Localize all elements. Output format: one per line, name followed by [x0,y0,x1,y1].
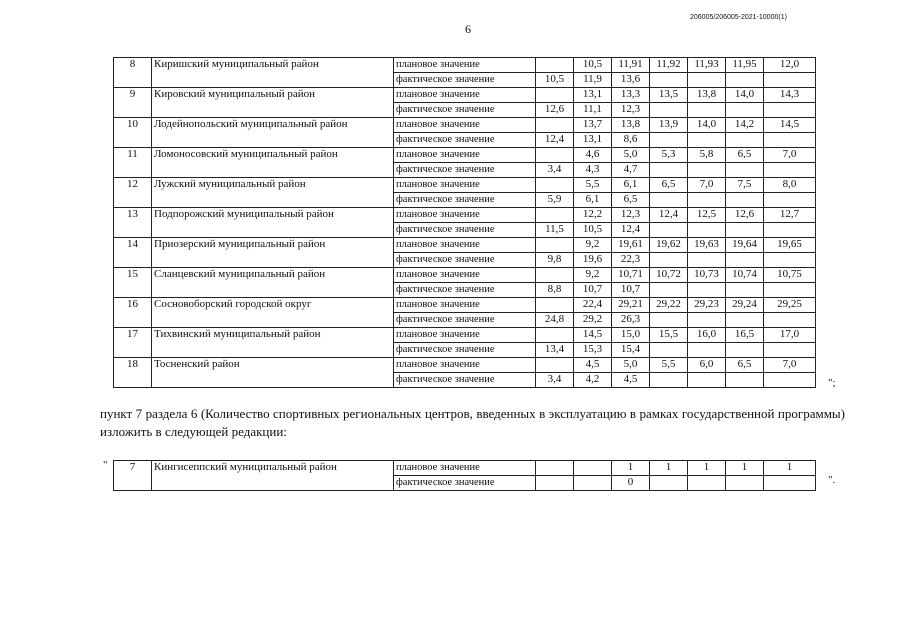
value-cell: 10,72 [650,268,688,283]
indicator-label-fact: фактическое значение [394,373,536,388]
sub-table-row-plan [114,461,816,476]
value-cell: 14,5 [764,118,816,133]
row-number: 18 [114,358,152,388]
table-row-plan [114,328,816,343]
value-cell [726,193,764,208]
value-cell [688,313,726,328]
value-cell [688,163,726,178]
value-cell: 19,62 [650,238,688,253]
value-cell: 7,0 [764,148,816,163]
value-cell [536,208,574,223]
value-cell: 11,92 [650,58,688,73]
row-number: 10 [114,118,152,148]
indicator-label-plan: плановое значение [394,58,536,73]
value-cell: 15,3 [574,343,612,358]
value-cell: 15,0 [612,328,650,343]
value-cell [650,223,688,238]
value-cell: 12,7 [764,208,816,223]
value-cell [688,373,726,388]
value-cell: 13,1 [574,88,612,103]
value-cell: 14,0 [726,88,764,103]
value-cell [574,476,612,491]
value-cell: 8,6 [612,133,650,148]
value-cell: 4,7 [612,163,650,178]
value-cell: 4,3 [574,163,612,178]
value-cell [764,476,816,491]
indicator-label-fact: фактическое значение [394,73,536,88]
value-cell: 1 [726,461,764,476]
value-cell [536,178,574,193]
sub-table-closing-quote: ". [828,474,836,486]
row-number: 13 [114,208,152,238]
value-cell: 6,5 [726,358,764,373]
table-row-plan [114,208,816,223]
value-cell: 11,1 [574,103,612,118]
value-cell: 4,5 [574,358,612,373]
value-cell [536,238,574,253]
value-cell: 10,7 [574,283,612,298]
value-cell [764,193,816,208]
value-cell [688,476,726,491]
value-cell: 29,25 [764,298,816,313]
value-cell [650,193,688,208]
value-cell [764,133,816,148]
indicator-label-plan: плановое значение [394,178,536,193]
value-cell: 13,3 [612,88,650,103]
value-cell [650,73,688,88]
indicator-label-plan: плановое значение [394,148,536,163]
value-cell: 14,2 [726,118,764,133]
indicator-label-fact: фактическое значение [394,283,536,298]
value-cell: 4,5 [612,373,650,388]
row-number: 16 [114,298,152,328]
value-cell: 10,5 [536,73,574,88]
value-cell [688,103,726,118]
value-cell: 3,4 [536,163,574,178]
indicator-label-plan: плановое значение [394,238,536,253]
sub-indicator-table [113,460,816,491]
value-cell: 5,0 [612,358,650,373]
value-cell: 12,2 [574,208,612,223]
district-name: Кировский муниципальный район [152,88,394,118]
indicator-label-fact: фактическое значение [394,313,536,328]
table-row-plan [114,298,816,313]
value-cell: 12,3 [612,103,650,118]
value-cell: 5,3 [650,148,688,163]
value-cell: 13,8 [688,88,726,103]
indicator-label-fact: фактическое значение [394,253,536,268]
value-cell [536,148,574,163]
value-cell: 6,1 [612,178,650,193]
value-cell: 1 [612,461,650,476]
table-row-plan [114,358,816,373]
value-cell [764,163,816,178]
document-code: 206005/206005-2021-10000(1) [690,14,787,21]
value-cell [650,163,688,178]
indicator-label-fact: фактическое значение [394,343,536,358]
table-row-plan [114,238,816,253]
value-cell [688,253,726,268]
value-cell: 9,2 [574,268,612,283]
value-cell: 13,4 [536,343,574,358]
indicator-label-fact: фактическое значение [394,193,536,208]
value-cell: 15,5 [650,328,688,343]
indicator-label-fact: фактическое значение [394,163,536,178]
value-cell: 16,5 [726,328,764,343]
value-cell: 10,74 [726,268,764,283]
value-cell: 12,3 [612,208,650,223]
value-cell: 11,91 [612,58,650,73]
district-name: Тихвинский муниципальный район [152,328,394,358]
value-cell: 13,5 [650,88,688,103]
value-cell [536,476,574,491]
sub-table-opening-quote: " [103,459,108,471]
row-number: 17 [114,328,152,358]
value-cell [688,283,726,298]
value-cell [726,163,764,178]
value-cell [536,298,574,313]
value-cell [764,223,816,238]
value-cell [650,283,688,298]
table-row-plan [114,148,816,163]
indicator-label-plan: плановое значение [394,328,536,343]
value-cell: 19,65 [764,238,816,253]
value-cell [764,103,816,118]
value-cell [650,253,688,268]
value-cell: 22,3 [612,253,650,268]
value-cell: 7,0 [688,178,726,193]
value-cell [650,313,688,328]
value-cell [688,73,726,88]
value-cell [536,328,574,343]
district-name: Лужский муниципальный район [152,178,394,208]
value-cell: 4,2 [574,373,612,388]
table-row-plan [114,178,816,193]
value-cell [650,343,688,358]
row-number: 7 [114,461,152,491]
value-cell: 12,6 [536,103,574,118]
indicator-label-fact: фактическое значение [394,476,536,491]
district-name: Приозерский муниципальный район [152,238,394,268]
row-number: 8 [114,58,152,88]
value-cell [650,373,688,388]
district-name: Лодейнопольский муниципальный район [152,118,394,148]
table-row-plan [114,58,816,73]
value-cell: 11,5 [536,223,574,238]
value-cell: 15,4 [612,343,650,358]
value-cell: 1 [764,461,816,476]
value-cell [650,103,688,118]
value-cell: 6,5 [650,178,688,193]
value-cell: 12,5 [688,208,726,223]
value-cell: 19,61 [612,238,650,253]
value-cell: 0 [612,476,650,491]
value-cell: 29,21 [612,298,650,313]
value-cell: 29,2 [574,313,612,328]
indicator-label-plan: плановое значение [394,88,536,103]
main-indicator-table [113,57,816,388]
value-cell [726,313,764,328]
value-cell: 5,5 [574,178,612,193]
value-cell: 8,0 [764,178,816,193]
value-cell [688,133,726,148]
value-cell: 14,3 [764,88,816,103]
value-cell: 10,5 [574,58,612,73]
row-number: 14 [114,238,152,268]
value-cell [726,223,764,238]
value-cell [574,461,612,476]
value-cell: 13,8 [612,118,650,133]
value-cell: 14,0 [688,118,726,133]
district-name: Сосновоборский городской округ [152,298,394,328]
value-cell: 11,9 [574,73,612,88]
amendment-paragraph: пункт 7 раздела 6 (Количество спортивных региональных центров, введенных в эксплуатацию в рамках государственной программы) изложить в следующей редакции: [100,406,845,439]
value-cell: 14,5 [574,328,612,343]
district-name: Тосненский район [152,358,394,388]
value-cell [688,223,726,238]
value-cell: 1 [650,461,688,476]
value-cell: 11,95 [726,58,764,73]
table-row-plan [114,268,816,283]
value-cell: 10,75 [764,268,816,283]
value-cell: 7,0 [764,358,816,373]
value-cell: 13,7 [574,118,612,133]
value-cell: 22,4 [574,298,612,313]
value-cell: 19,6 [574,253,612,268]
value-cell [650,476,688,491]
value-cell [764,313,816,328]
value-cell [536,358,574,373]
value-cell [688,193,726,208]
table-row-plan [114,88,816,103]
indicator-label-fact: фактическое значение [394,223,536,238]
value-cell: 12,6 [726,208,764,223]
value-cell [726,133,764,148]
value-cell: 16,0 [688,328,726,343]
value-cell [650,133,688,148]
district-name: Кингисеппский муниципальный район [152,461,394,491]
value-cell: 9,2 [574,238,612,253]
row-number: 9 [114,88,152,118]
value-cell [536,118,574,133]
value-cell: 12,4 [650,208,688,223]
value-cell [536,461,574,476]
row-number: 12 [114,178,152,208]
value-cell: 5,9 [536,193,574,208]
value-cell: 7,5 [726,178,764,193]
value-cell: 29,23 [688,298,726,313]
value-cell: 5,8 [688,148,726,163]
value-cell: 13,6 [612,73,650,88]
value-cell: 10,73 [688,268,726,283]
value-cell: 1 [688,461,726,476]
value-cell: 10,71 [612,268,650,283]
value-cell: 19,63 [688,238,726,253]
value-cell [726,343,764,358]
value-cell [536,58,574,73]
value-cell: 26,3 [612,313,650,328]
value-cell [764,343,816,358]
value-cell: 6,5 [726,148,764,163]
district-name: Сланцевский муниципальный район [152,268,394,298]
indicator-label-plan: плановое значение [394,208,536,223]
value-cell: 6,1 [574,193,612,208]
value-cell: 8,8 [536,283,574,298]
value-cell: 6,0 [688,358,726,373]
row-number: 11 [114,148,152,178]
value-cell: 4,6 [574,148,612,163]
value-cell: 29,24 [726,298,764,313]
value-cell: 12,4 [612,223,650,238]
indicator-label-fact: фактическое значение [394,103,536,118]
district-name: Ломоносовский муниципальный район [152,148,394,178]
value-cell [726,373,764,388]
table-row-plan [114,118,816,133]
value-cell [764,283,816,298]
indicator-label-plan: плановое значение [394,461,536,476]
value-cell: 9,8 [536,253,574,268]
value-cell: 10,7 [612,283,650,298]
indicator-label-plan: плановое значение [394,118,536,133]
value-cell: 12,0 [764,58,816,73]
page-number: 6 [465,22,471,36]
value-cell [764,373,816,388]
value-cell [726,283,764,298]
value-cell: 11,93 [688,58,726,73]
value-cell [764,253,816,268]
value-cell: 17,0 [764,328,816,343]
value-cell: 12,4 [536,133,574,148]
value-cell [726,73,764,88]
value-cell [726,476,764,491]
indicator-label-plan: плановое значение [394,298,536,313]
value-cell: 13,9 [650,118,688,133]
value-cell: 10,5 [574,223,612,238]
district-name: Подпорожский муниципальный район [152,208,394,238]
indicator-label-plan: плановое значение [394,358,536,373]
value-cell [536,88,574,103]
value-cell: 5,0 [612,148,650,163]
value-cell: 29,22 [650,298,688,313]
indicator-label-fact: фактическое значение [394,133,536,148]
indicator-label-plan: плановое значение [394,268,536,283]
value-cell [536,268,574,283]
value-cell: 24,8 [536,313,574,328]
value-cell [688,343,726,358]
table-closing-quote: "; [828,377,836,389]
value-cell [726,253,764,268]
value-cell: 13,1 [574,133,612,148]
value-cell: 19,64 [726,238,764,253]
value-cell: 3,4 [536,373,574,388]
row-number: 15 [114,268,152,298]
value-cell [764,73,816,88]
district-name: Киришский муниципальный район [152,58,394,88]
value-cell: 5,5 [650,358,688,373]
value-cell [726,103,764,118]
value-cell: 6,5 [612,193,650,208]
